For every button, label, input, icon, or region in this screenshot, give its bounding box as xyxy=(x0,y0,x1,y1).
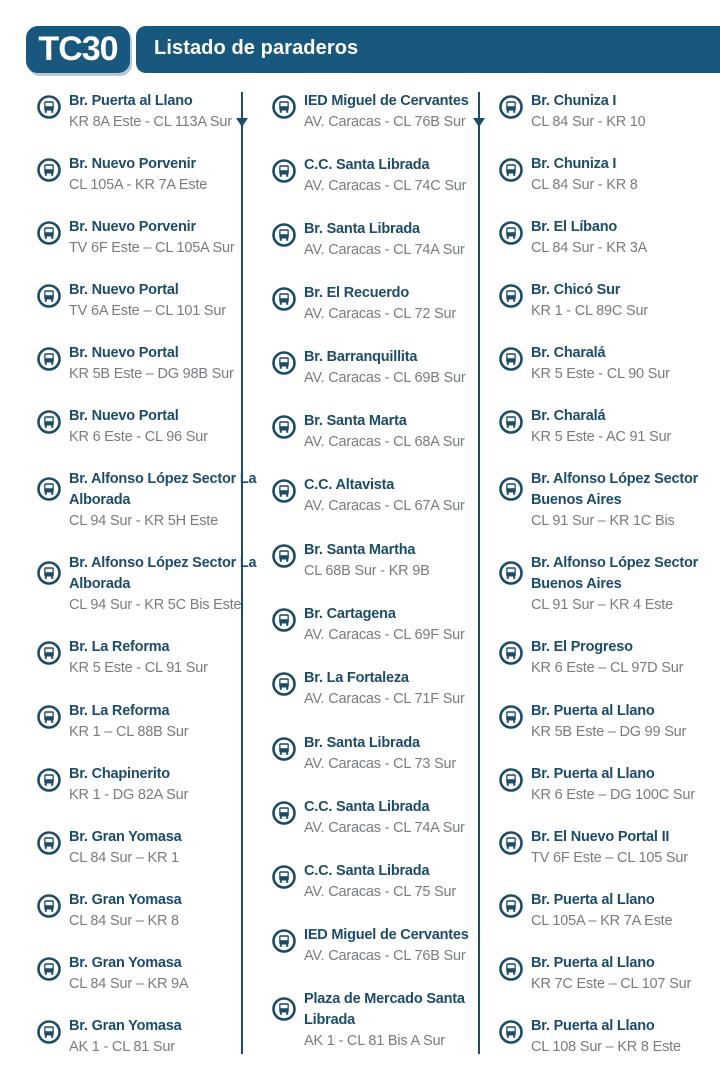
stop-name: Br. Cartagena xyxy=(304,606,396,622)
stop-address: AV. Caracas - CL 69F Sur xyxy=(304,627,465,643)
stop-address: AV. Caracas - CL 76B Sur xyxy=(304,114,466,130)
stop-name: Br. Barranquillita xyxy=(304,349,418,365)
stop-name: Br. Gran Yomasa xyxy=(69,892,182,908)
bus-stop-icon xyxy=(272,608,296,632)
bus-stop-icon xyxy=(37,831,61,855)
stop-address: CL 68B Sur - KR 9B xyxy=(304,563,430,579)
stop-address: AK 1 - CL 81 Bis A Sur xyxy=(304,1033,445,1049)
stop-address: CL 84 Sur – KR 1 xyxy=(69,850,179,866)
bus-stop-icon xyxy=(272,415,296,439)
bus-stop-icon xyxy=(272,95,296,119)
bus-stop-icon xyxy=(499,894,523,918)
bus-stop-icon xyxy=(499,957,523,981)
stop-name: Br. Santa Marta xyxy=(304,413,407,429)
stop-name: Br. Santa Librada xyxy=(304,735,420,751)
bus-stop-icon xyxy=(37,284,61,308)
bus-stop-icon xyxy=(499,410,523,434)
stop-address: AV. Caracas - CL 76B Sur xyxy=(304,948,466,964)
stop-address: AV. Caracas - CL 72 Sur xyxy=(304,306,457,322)
stop-name: IED Miguel de Cervantes xyxy=(304,93,469,109)
stop-name: Br. Puerta al Llano xyxy=(69,93,193,109)
stop-name: Br. Alfonso López Sector La Alborada xyxy=(69,471,257,508)
stop-name: Br. Puerta al Llano xyxy=(531,892,655,908)
stop-address: CL 105A - KR 7A Este xyxy=(69,177,208,193)
stop-name: Br. El Progreso xyxy=(531,639,633,655)
stop-address: CL 94 Sur - KR 5C Bis Este xyxy=(69,597,242,613)
stop-address: AK 1 - CL 81 Sur xyxy=(69,1039,175,1055)
stop-address: AV. Caracas - CL 67A Sur xyxy=(304,498,465,514)
stop-name: Br. Alfonso López Sector Buenos Aires xyxy=(531,471,699,508)
stop-address: KR 5 Este - CL 91 Sur xyxy=(69,660,208,676)
stop-address: KR 1 – CL 88B Sur xyxy=(69,724,189,740)
stop-address: CL 94 Sur - KR 5H Este xyxy=(69,513,218,529)
stop-name: Br. Puerta al Llano xyxy=(531,1018,655,1034)
stop-address: KR 6 Este - CL 96 Sur xyxy=(69,429,208,445)
bus-stop-icon xyxy=(499,221,523,245)
stop-name: Br. Chuniza I xyxy=(531,156,617,172)
stop-name: Br. Chuniza I xyxy=(531,93,617,109)
stop-address: TV 6F Este – CL 105A Sur xyxy=(69,240,235,256)
stop-address: AV. Caracas - CL 74A Sur xyxy=(304,242,465,258)
stop-name: Br. Alfonso López Sector La Alborada xyxy=(69,555,257,592)
stop-address: CL 84 Sur - KR 8 xyxy=(531,177,638,193)
stop-name: Br. Gran Yomasa xyxy=(69,1018,182,1034)
stop-address: KR 6 Este – DG 100C Sur xyxy=(531,787,695,803)
stop-name: Br. Nuevo Portal xyxy=(69,345,179,361)
stop-name: Br. Nuevo Porvenir xyxy=(69,219,196,235)
bus-stop-icon xyxy=(499,831,523,855)
page-title: Listado de paraderos xyxy=(154,37,359,59)
stop-name: Br. Gran Yomasa xyxy=(69,829,182,845)
stop-name: C.C. Altavista xyxy=(304,477,395,493)
stop-name: Br. Charalá xyxy=(531,345,606,361)
stop-address: KR 1 - DG 82A Sur xyxy=(69,787,189,803)
stop-name: Br. Puerta al Llano xyxy=(531,703,655,719)
bus-stop-icon xyxy=(272,479,296,503)
stop-address: CL 84 Sur - KR 3A xyxy=(531,240,648,256)
stop-name: Br. Nuevo Porvenir xyxy=(69,156,196,172)
bus-stop-icon xyxy=(37,894,61,918)
stop-name: Br. Chicó Sur xyxy=(531,282,621,298)
stop-name: Br. La Reforma xyxy=(69,639,170,655)
stop-address: TV 6A Este – CL 101 Sur xyxy=(69,303,226,319)
bus-stop-icon xyxy=(272,544,296,568)
bus-stop-icon xyxy=(37,561,61,585)
stop-name: Br. La Fortaleza xyxy=(304,670,409,686)
bus-stop-icon xyxy=(272,997,296,1021)
stop-address: KR 5B Este – DG 98B Sur xyxy=(69,366,234,382)
stop-address: CL 84 Sur – KR 8 xyxy=(69,913,179,929)
stop-name: C.C. Santa Librada xyxy=(304,863,430,879)
stop-name: Br. El Nuevo Portal II xyxy=(531,829,670,845)
stop-address: KR 7C Este – CL 107 Sur xyxy=(531,976,692,992)
stop-address: KR 5 Este - AC 91 Sur xyxy=(531,429,672,445)
stop-name: Br. Charalá xyxy=(531,408,606,424)
bus-stop-icon xyxy=(272,672,296,696)
bus-stop-icon xyxy=(272,287,296,311)
bus-stop-icon xyxy=(272,159,296,183)
stop-name: Br. Nuevo Portal xyxy=(69,282,179,298)
bus-stop-icon xyxy=(37,768,61,792)
bus-stop-icon xyxy=(499,347,523,371)
route-badge: TC30 xyxy=(26,26,130,73)
bus-stop-icon xyxy=(499,561,523,585)
stop-name: Br. Gran Yomasa xyxy=(69,955,182,971)
stop-address: AV. Caracas - CL 75 Sur xyxy=(304,884,457,900)
stop-name: Br. Puerta al Llano xyxy=(531,955,655,971)
stop-address: AV. Caracas - CL 71F Sur xyxy=(304,691,465,707)
bus-stop-icon xyxy=(272,223,296,247)
bus-stop-icon xyxy=(37,705,61,729)
bus-stop-icon xyxy=(272,351,296,375)
bus-stop-icon xyxy=(37,641,61,665)
stop-name: Br. Chapinerito xyxy=(69,766,170,782)
stop-address: CL 105A – KR 7A Este xyxy=(531,913,673,929)
bus-stop-icon xyxy=(499,477,523,501)
stop-address: AV. Caracas - CL 74C Sur xyxy=(304,178,467,194)
stop-address: KR 6 Este – CL 97D Sur xyxy=(531,660,684,676)
bus-stop-icon xyxy=(272,737,296,761)
bus-stop-icon xyxy=(499,705,523,729)
bus-stop-icon xyxy=(499,768,523,792)
stop-address: CL 84 Sur – KR 9A xyxy=(69,976,189,992)
stop-address: AV. Caracas - CL 69B Sur xyxy=(304,370,466,386)
stop-address: KR 1 - CL 89C Sur xyxy=(531,303,648,319)
stop-address: KR 8A Este - CL 113A Sur xyxy=(69,114,232,130)
bus-stop-icon xyxy=(37,410,61,434)
stop-name: Br. Santa Martha xyxy=(304,542,416,558)
stop-name: Br. Alfonso López Sector Buenos Aires xyxy=(531,555,699,592)
bus-stop-icon xyxy=(272,929,296,953)
bus-stop-icon xyxy=(499,641,523,665)
bus-stop-icon xyxy=(37,1020,61,1044)
bus-stop-icon xyxy=(499,1020,523,1044)
stop-name: Plaza de Mercado Santa Librada xyxy=(304,991,465,1028)
stop-address: AV. Caracas - CL 74A Sur xyxy=(304,820,465,836)
header xyxy=(0,0,720,80)
bus-stop-icon xyxy=(499,95,523,119)
stop-name: Br. Santa Librada xyxy=(304,221,420,237)
stop-address: KR 5 Este - CL 90 Sur xyxy=(531,366,670,382)
bus-stop-icon xyxy=(37,347,61,371)
stop-address: CL 84 Sur - KR 10 xyxy=(531,114,646,130)
stop-address: TV 6F Este – CL 105 Sur xyxy=(531,850,688,866)
stop-address: CL 91 Sur – KR 1C Bis xyxy=(531,513,675,529)
stop-name: IED Miguel de Cervantes xyxy=(304,927,469,943)
stop-name: Br. Nuevo Portal xyxy=(69,408,179,424)
stop-address: CL 91 Sur – KR 4 Este xyxy=(531,597,673,613)
bus-stop-icon xyxy=(37,158,61,182)
bus-stop-icon xyxy=(272,801,296,825)
bus-stop-icon xyxy=(499,284,523,308)
stop-address: CL 108 Sur – KR 8 Este xyxy=(531,1039,681,1055)
bus-stop-icon xyxy=(37,221,61,245)
stop-name: Br. El Líbano xyxy=(531,219,618,235)
bus-stop-icon xyxy=(37,957,61,981)
stop-name: C.C. Santa Librada xyxy=(304,157,430,173)
stop-name: Br. La Reforma xyxy=(69,703,170,719)
bus-stop-icon xyxy=(499,158,523,182)
stop-address: AV. Caracas - CL 73 Sur xyxy=(304,756,457,772)
bus-stop-icon xyxy=(272,865,296,889)
stop-address: AV. Caracas - CL 68A Sur xyxy=(304,434,465,450)
stop-name: Br. El Recuerdo xyxy=(304,285,409,301)
bus-stop-icon xyxy=(37,95,61,119)
bus-stop-icon xyxy=(37,477,61,501)
stop-name: C.C. Santa Librada xyxy=(304,799,430,815)
stop-address: KR 5B Este – DG 99 Sur xyxy=(531,724,687,740)
stop-name: Br. Puerta al Llano xyxy=(531,766,655,782)
